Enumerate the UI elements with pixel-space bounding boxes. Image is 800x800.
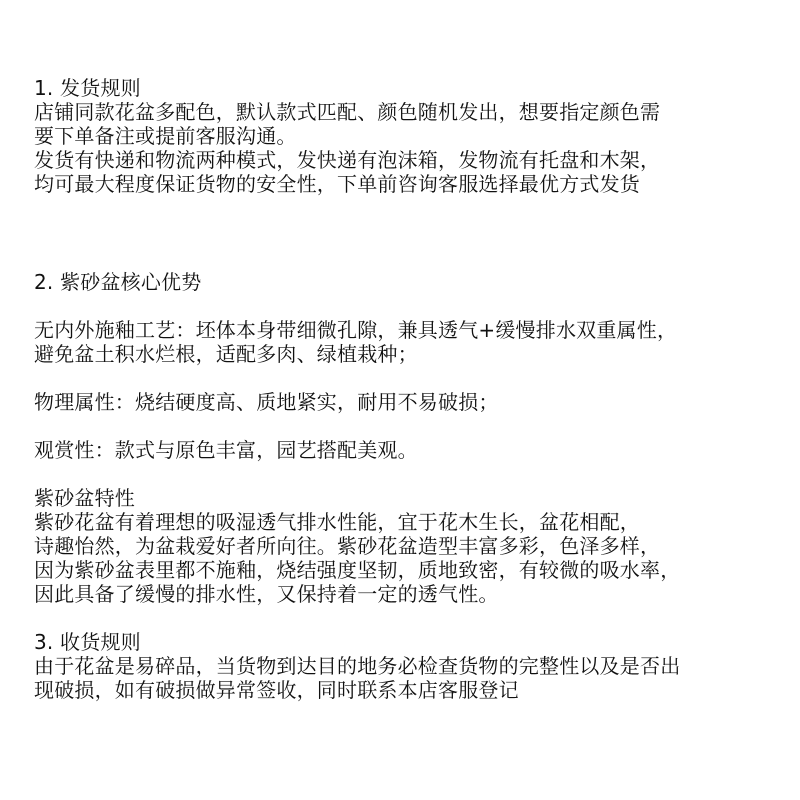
shipping-line-3: 发货有快递和物流两种模式，发快递有泡沫箱，发物流有托盘和木架，	[34, 148, 661, 172]
section-spacer	[34, 246, 794, 270]
shipping-line-2: 要下单备注或提前客服沟通。	[34, 124, 297, 148]
paragraph-spacer	[34, 414, 794, 438]
advantage-1-line-2: 避免盆土积水烂根，适配多肉、绿植栽种；	[34, 342, 418, 366]
section-2-heading: 2. 紫砂盆核心优势	[34, 270, 202, 294]
features-line-1: 紫砂花盆有着理想的吸湿透气排水性能，宜于花木生长，盆花相配，	[34, 510, 640, 534]
paragraph-spacer	[34, 366, 794, 390]
features-line-2: 诗趣怡然，为盆栽爱好者所向往。紫砂花盆造型丰富多彩，色泽多样，	[34, 534, 661, 558]
document-body	[34, 76, 794, 702]
advantage-3: 观赏性：款式与原色丰富，园艺搭配美观。	[34, 438, 418, 462]
paragraph-spacer	[34, 606, 794, 630]
advantage-2: 物理属性：烧结硬度高、质地紧实，耐用不易破损；	[34, 390, 499, 414]
receiving-line-1: 由于花盆是易碎品，当货物到达目的地务必检查货物的完整性以及是否出	[34, 654, 681, 678]
paragraph-spacer	[34, 294, 794, 318]
section-spacer	[34, 196, 794, 246]
features-heading: 紫砂盆特性	[34, 486, 135, 510]
shipping-line-4: 均可最大程度保证货物的安全性，下单前咨询客服选择最优方式发货	[34, 172, 640, 196]
features-line-4: 因此具备了缓慢的排水性，又保持着一定的透气性。	[34, 582, 499, 606]
paragraph-spacer	[34, 462, 794, 486]
shipping-line-1: 店铺同款花盆多配色，默认款式匹配、颜色随机发出，想要指定颜色需	[34, 100, 661, 124]
features-line-3: 因为紫砂盆表里都不施釉，烧结强度坚韧，质地致密，有较微的吸水率，	[34, 558, 681, 582]
advantage-1-line-1: 无内外施釉工艺：坯体本身带细微孔隙，兼具透气+缓慢排水双重属性，	[34, 318, 678, 342]
receiving-line-2: 现破损，如有破损做异常签收，同时联系本店客服登记	[34, 678, 519, 702]
section-3-heading: 3. 收货规则	[34, 630, 141, 654]
section-1-heading: 1. 发货规则	[34, 76, 141, 100]
